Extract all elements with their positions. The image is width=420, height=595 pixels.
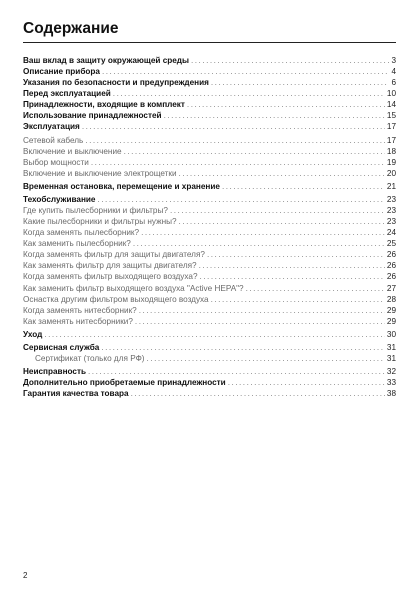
toc-entry-page: 23 — [386, 217, 396, 227]
toc-entry-page: 23 — [386, 206, 396, 216]
toc-entry-label: Перед эксплуатацией — [23, 89, 111, 99]
toc-entry-page: 3 — [391, 56, 396, 65]
toc-entry-page: 10 — [386, 89, 396, 99]
toc-dot-leader — [211, 77, 390, 88]
toc-entry-label: Как заменить фильтр выходящего воздуха "Active HEPA"? — [23, 283, 244, 293]
toc-dot-leader — [211, 294, 385, 305]
toc-entry-label: Выбор мощности — [23, 157, 89, 167]
toc-entry[interactable] — [23, 366, 396, 377]
toc-entry-label: Гарантия качества товара — [23, 389, 129, 399]
toc-dot-leader — [187, 99, 385, 110]
toc-dot-leader — [147, 353, 385, 364]
toc-entry-page: 38 — [386, 389, 396, 399]
toc-entry[interactable] — [23, 294, 396, 305]
toc-entry-page: 18 — [386, 146, 396, 156]
toc-entry-page: 23 — [386, 195, 396, 205]
table-of-contents — [23, 55, 396, 400]
toc-dot-leader — [133, 238, 385, 249]
toc-dot-leader — [88, 366, 385, 377]
toc-entry[interactable] — [23, 238, 396, 249]
toc-entry-label: Ваш вклад в защиту окружающей среды — [23, 56, 189, 65]
toc-entry-label: Когда заменять фильтр для защиты двигателя? — [23, 250, 205, 260]
toc-dot-leader — [141, 227, 385, 238]
toc-entry-page: 26 — [386, 272, 396, 282]
toc-dot-leader — [131, 388, 385, 399]
toc-entry[interactable] — [23, 283, 396, 294]
toc-entry-page: 30 — [386, 329, 396, 339]
toc-entry-label: Неисправность — [23, 367, 87, 377]
toc-entry-page: 29 — [386, 316, 396, 326]
toc-dot-leader — [135, 316, 385, 327]
toc-entry[interactable] — [23, 216, 396, 227]
toc-entry-page: 32 — [386, 367, 396, 377]
toc-entry-label: Как заменять фильтр для защиты двигателя? — [23, 261, 197, 271]
toc-entry[interactable] — [23, 194, 396, 205]
toc-dot-leader — [200, 271, 385, 282]
toc-entry-page: 6 — [391, 78, 396, 88]
toc-entry[interactable] — [23, 181, 396, 192]
toc-entry-label: Включение и выключение — [23, 146, 122, 156]
toc-entry-label: Где купить пылесборники и фильтры? — [23, 206, 168, 216]
toc-entry-label: Как заменить пылесборник? — [23, 239, 131, 249]
toc-entry-page: 4 — [391, 67, 396, 77]
toc-entry-label: Описание прибора — [23, 67, 100, 77]
toc-entry[interactable] — [23, 377, 396, 388]
toc-entry[interactable] — [23, 121, 396, 132]
toc-entry-page: 27 — [386, 283, 396, 293]
toc-dot-leader — [139, 305, 385, 316]
toc-entry[interactable] — [23, 110, 396, 121]
toc-entry-page: 20 — [386, 168, 396, 178]
toc-entry-label: Принадлежности, входящие в комплект — [23, 100, 185, 110]
toc-dot-leader — [98, 194, 385, 205]
toc-entry[interactable] — [23, 227, 396, 238]
page-title: Содержание — [23, 20, 119, 37]
toc-entry-page: 31 — [386, 343, 396, 353]
toc-entry-label: Когда заменять пылесборник? — [23, 228, 140, 238]
toc-entry-page: 17 — [386, 122, 396, 132]
toc-dot-leader — [113, 88, 385, 99]
toc-entry-label: Сетевой кабель — [23, 135, 84, 145]
toc-dot-leader — [179, 216, 385, 227]
toc-entry[interactable] — [23, 388, 396, 399]
toc-entry-label: Уход — [23, 329, 43, 339]
toc-dot-leader — [170, 205, 385, 216]
toc-entry-page: 25 — [386, 239, 396, 249]
toc-entry[interactable] — [23, 342, 396, 353]
toc-entry-label: Техобслуживание — [23, 195, 96, 205]
toc-entry-label: Когда заменять нитесборник? — [23, 305, 137, 315]
toc-dot-leader — [85, 135, 385, 146]
toc-dot-leader — [82, 121, 385, 132]
toc-entry[interactable] — [23, 146, 396, 157]
toc-dot-leader — [228, 377, 385, 388]
toc-entry-page: 21 — [386, 181, 396, 191]
toc-entry[interactable] — [23, 88, 396, 99]
toc-entry-label: Сервисная служба — [23, 343, 100, 353]
toc-entry-label: Включение и выключение электрощетки — [23, 168, 177, 178]
toc-entry-label: Указания по безопасности и предупреждения — [23, 78, 209, 88]
toc-entry-label: Когда заменять фильтр выходящего воздуха? — [23, 272, 198, 282]
toc-dot-leader — [44, 329, 385, 340]
toc-entry[interactable] — [23, 157, 396, 168]
toc-entry-page: 31 — [386, 354, 396, 364]
toc-entry-page: 33 — [386, 378, 396, 388]
toc-entry[interactable] — [23, 271, 396, 282]
toc-dot-leader — [191, 55, 389, 66]
toc-entry-page: 17 — [386, 135, 396, 145]
toc-entry-page: 14 — [386, 100, 396, 110]
toc-entry-page: 29 — [386, 305, 396, 315]
toc-entry[interactable] — [23, 66, 396, 77]
toc-dot-leader — [164, 110, 385, 121]
toc-entry-page: 24 — [386, 228, 396, 238]
title-divider — [23, 42, 396, 43]
toc-entry[interactable] — [23, 205, 396, 216]
toc-entry[interactable] — [23, 353, 396, 364]
toc-entry-page: 26 — [386, 261, 396, 271]
toc-dot-leader — [91, 157, 385, 168]
toc-entry-label: Эксплуатация — [23, 122, 80, 132]
toc-entry[interactable] — [23, 135, 396, 146]
toc-entry-label: Временная остановка, перемещение и хранение — [23, 181, 220, 191]
toc-entry[interactable] — [23, 249, 396, 260]
toc-entry[interactable] — [23, 99, 396, 110]
toc-dot-leader — [199, 260, 385, 271]
toc-dot-leader — [207, 249, 385, 260]
toc-entry-page: 28 — [386, 294, 396, 304]
toc-entry-label: Использование принадлежностей — [23, 111, 162, 121]
toc-entry[interactable] — [23, 55, 396, 66]
toc-dot-leader — [222, 181, 385, 192]
toc-entry-label: Оснастка другим фильтром выходящего воздуха — [23, 294, 209, 304]
toc-dot-leader — [124, 146, 385, 157]
toc-entry[interactable] — [23, 305, 396, 316]
toc-entry-label: Дополнительно приобретаемые принадлежности — [23, 378, 226, 388]
toc-dot-leader — [246, 283, 385, 294]
toc-entry-label: Какие пылесборники и фильтры нужны? — [23, 217, 177, 227]
toc-entry-label: Как заменять нитесборники? — [23, 316, 133, 326]
toc-entry[interactable] — [23, 316, 396, 327]
toc-entry-page: 15 — [386, 111, 396, 121]
toc-entry[interactable] — [23, 77, 396, 88]
toc-entry[interactable] — [23, 260, 396, 271]
toc-entry[interactable] — [23, 168, 396, 179]
toc-dot-leader — [102, 66, 389, 77]
toc-entry[interactable] — [23, 329, 396, 340]
toc-entry-page: 26 — [386, 250, 396, 260]
toc-entry-page: 19 — [386, 157, 396, 167]
page-number: 2 — [23, 571, 28, 580]
toc-dot-leader — [101, 342, 385, 353]
toc-dot-leader — [179, 168, 385, 179]
toc-entry-label: Сертификат (только для РФ) — [35, 354, 145, 364]
